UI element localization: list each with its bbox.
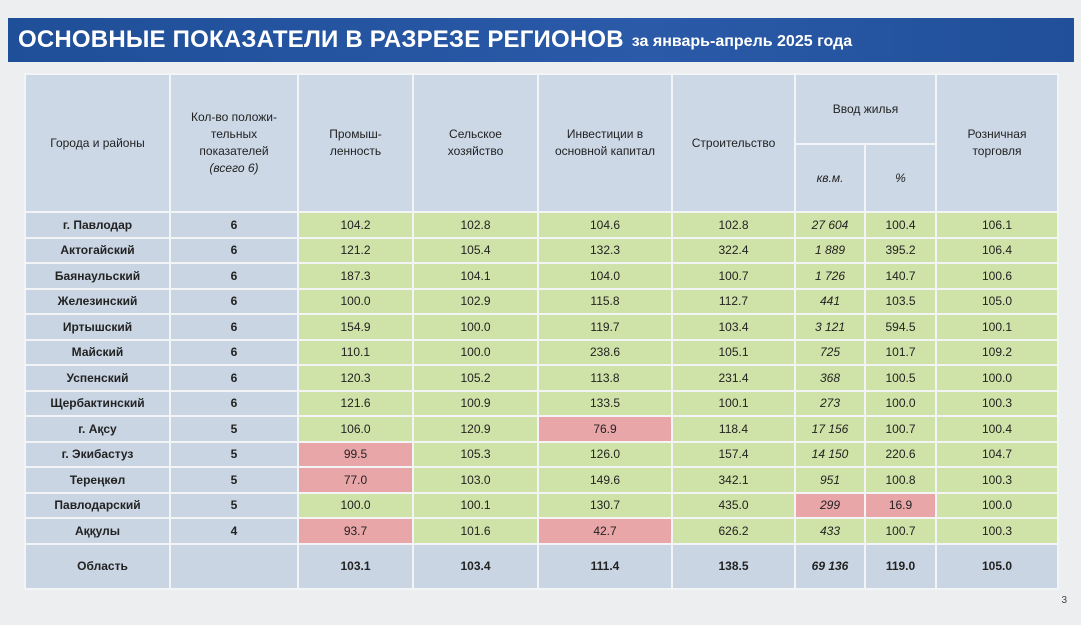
construction-value: 100.7 bbox=[672, 263, 795, 289]
header-count-note: (всего 6) bbox=[209, 161, 259, 175]
total-agriculture: 103.4 bbox=[413, 544, 538, 589]
table-row bbox=[25, 467, 1058, 493]
table-row bbox=[25, 263, 1058, 289]
housing-pct-value: 103.5 bbox=[865, 289, 936, 315]
positive-count: 5 bbox=[170, 467, 298, 493]
total-name: Область bbox=[25, 544, 170, 589]
industry-value: 120.3 bbox=[298, 365, 413, 391]
industry-value: 100.0 bbox=[298, 289, 413, 315]
housing-pct-value: 100.8 bbox=[865, 467, 936, 493]
agriculture-value: 120.9 bbox=[413, 416, 538, 442]
table-row bbox=[25, 493, 1058, 519]
housing-pct-value: 100.0 bbox=[865, 391, 936, 417]
header-investment: Инвестиции в основной капитал bbox=[538, 74, 672, 212]
agriculture-value: 105.4 bbox=[413, 238, 538, 264]
investment-value: 104.6 bbox=[538, 212, 672, 238]
investment-value: 115.8 bbox=[538, 289, 672, 315]
total-housing-pct: 119.0 bbox=[865, 544, 936, 589]
header-industry: Промыш-ленность bbox=[298, 74, 413, 212]
construction-value: 322.4 bbox=[672, 238, 795, 264]
housing-sqm-value: 3 121 bbox=[795, 314, 865, 340]
table-row bbox=[25, 340, 1058, 366]
header-construction: Строительство bbox=[672, 74, 795, 212]
construction-value: 626.2 bbox=[672, 518, 795, 544]
retail-value: 100.3 bbox=[936, 467, 1058, 493]
header-agriculture: Сельское хозяйство bbox=[413, 74, 538, 212]
housing-sqm-value: 368 bbox=[795, 365, 865, 391]
table-row bbox=[25, 442, 1058, 468]
slide-title: ОСНОВНЫЕ ПОКАЗАТЕЛИ В РАЗРЕЗЕ РЕГИОНОВ bbox=[18, 26, 624, 53]
total-investment: 111.4 bbox=[538, 544, 672, 589]
industry-value: 154.9 bbox=[298, 314, 413, 340]
industry-value: 121.6 bbox=[298, 391, 413, 417]
investment-value: 119.7 bbox=[538, 314, 672, 340]
retail-value: 100.3 bbox=[936, 391, 1058, 417]
housing-pct-value: 100.4 bbox=[865, 212, 936, 238]
investment-value: 130.7 bbox=[538, 493, 672, 519]
agriculture-value: 101.6 bbox=[413, 518, 538, 544]
positive-count: 6 bbox=[170, 212, 298, 238]
retail-value: 100.0 bbox=[936, 365, 1058, 391]
retail-value: 106.1 bbox=[936, 212, 1058, 238]
investment-value: 133.5 bbox=[538, 391, 672, 417]
agriculture-value: 104.1 bbox=[413, 263, 538, 289]
housing-sqm-value: 1 889 bbox=[795, 238, 865, 264]
housing-sqm-value: 433 bbox=[795, 518, 865, 544]
positive-count: 6 bbox=[170, 238, 298, 264]
housing-pct-value: 100.5 bbox=[865, 365, 936, 391]
agriculture-value: 100.1 bbox=[413, 493, 538, 519]
construction-value: 100.1 bbox=[672, 391, 795, 417]
table-row bbox=[25, 391, 1058, 417]
housing-sqm-value: 27 604 bbox=[795, 212, 865, 238]
region-name: Майский bbox=[25, 340, 170, 366]
positive-count: 6 bbox=[170, 289, 298, 315]
table-row bbox=[25, 289, 1058, 315]
retail-value: 104.7 bbox=[936, 442, 1058, 468]
construction-value: 118.4 bbox=[672, 416, 795, 442]
retail-value: 105.0 bbox=[936, 289, 1058, 315]
housing-sqm-value: 273 bbox=[795, 391, 865, 417]
region-name: Баянаульский bbox=[25, 263, 170, 289]
positive-count: 6 bbox=[170, 340, 298, 366]
positive-count: 4 bbox=[170, 518, 298, 544]
industry-value: 99.5 bbox=[298, 442, 413, 468]
table-row bbox=[25, 365, 1058, 391]
header-housing: Ввод жилья bbox=[795, 74, 936, 144]
positive-count: 6 bbox=[170, 314, 298, 340]
investment-value: 238.6 bbox=[538, 340, 672, 366]
total-retail: 105.0 bbox=[936, 544, 1058, 589]
construction-value: 112.7 bbox=[672, 289, 795, 315]
industry-value: 100.0 bbox=[298, 493, 413, 519]
region-name: Щербактинский bbox=[25, 391, 170, 417]
agriculture-value: 102.9 bbox=[413, 289, 538, 315]
total-industry: 103.1 bbox=[298, 544, 413, 589]
housing-sqm-value: 1 726 bbox=[795, 263, 865, 289]
retail-value: 100.1 bbox=[936, 314, 1058, 340]
agriculture-value: 100.0 bbox=[413, 340, 538, 366]
retail-value: 100.6 bbox=[936, 263, 1058, 289]
housing-pct-value: 101.7 bbox=[865, 340, 936, 366]
total-housing-sqm: 69 136 bbox=[795, 544, 865, 589]
agriculture-value: 100.0 bbox=[413, 314, 538, 340]
housing-sqm-value: 725 bbox=[795, 340, 865, 366]
positive-count: 6 bbox=[170, 365, 298, 391]
agriculture-value: 102.8 bbox=[413, 212, 538, 238]
housing-pct-value: 100.7 bbox=[865, 416, 936, 442]
construction-value: 105.1 bbox=[672, 340, 795, 366]
title-bar bbox=[8, 18, 1074, 62]
construction-value: 342.1 bbox=[672, 467, 795, 493]
region-name: Успенский bbox=[25, 365, 170, 391]
agriculture-value: 100.9 bbox=[413, 391, 538, 417]
housing-sqm-value: 299 bbox=[795, 493, 865, 519]
table-row bbox=[25, 518, 1058, 544]
positive-count: 5 bbox=[170, 442, 298, 468]
region-name: Тереңкөл bbox=[25, 467, 170, 493]
construction-value: 435.0 bbox=[672, 493, 795, 519]
retail-value: 109.2 bbox=[936, 340, 1058, 366]
industry-value: 106.0 bbox=[298, 416, 413, 442]
industry-value: 187.3 bbox=[298, 263, 413, 289]
housing-sqm-value: 14 150 bbox=[795, 442, 865, 468]
construction-value: 231.4 bbox=[672, 365, 795, 391]
agriculture-value: 103.0 bbox=[413, 467, 538, 493]
investment-value: 104.0 bbox=[538, 263, 672, 289]
region-name: Аққулы bbox=[25, 518, 170, 544]
region-name: г. Ақсу bbox=[25, 416, 170, 442]
investment-value: 42.7 bbox=[538, 518, 672, 544]
table-row bbox=[25, 212, 1058, 238]
retail-value: 106.4 bbox=[936, 238, 1058, 264]
investment-value: 132.3 bbox=[538, 238, 672, 264]
housing-pct-value: 100.7 bbox=[865, 518, 936, 544]
housing-pct-value: 594.5 bbox=[865, 314, 936, 340]
housing-sqm-value: 441 bbox=[795, 289, 865, 315]
header-region: Города и районы bbox=[25, 74, 170, 212]
housing-pct-value: 395.2 bbox=[865, 238, 936, 264]
total-row bbox=[25, 544, 1058, 589]
housing-pct-value: 16.9 bbox=[865, 493, 936, 519]
housing-sqm-value: 17 156 bbox=[795, 416, 865, 442]
retail-value: 100.4 bbox=[936, 416, 1058, 442]
industry-value: 93.7 bbox=[298, 518, 413, 544]
retail-value: 100.0 bbox=[936, 493, 1058, 519]
investment-value: 76.9 bbox=[538, 416, 672, 442]
header-retail: Розничная торговля bbox=[936, 74, 1058, 212]
housing-pct-value: 220.6 bbox=[865, 442, 936, 468]
retail-value: 100.3 bbox=[936, 518, 1058, 544]
total-count bbox=[170, 544, 298, 589]
industry-value: 110.1 bbox=[298, 340, 413, 366]
page-number: 3 bbox=[1061, 595, 1067, 606]
header-housing-pct: % bbox=[865, 144, 936, 212]
agriculture-value: 105.2 bbox=[413, 365, 538, 391]
region-name: г. Экибастуз bbox=[25, 442, 170, 468]
investment-value: 149.6 bbox=[538, 467, 672, 493]
industry-value: 104.2 bbox=[298, 212, 413, 238]
regions-table bbox=[24, 73, 1059, 590]
positive-count: 5 bbox=[170, 493, 298, 519]
region-name: Актогайский bbox=[25, 238, 170, 264]
region-name: Железинский bbox=[25, 289, 170, 315]
industry-value: 77.0 bbox=[298, 467, 413, 493]
table-row bbox=[25, 238, 1058, 264]
housing-sqm-value: 951 bbox=[795, 467, 865, 493]
construction-value: 102.8 bbox=[672, 212, 795, 238]
positive-count: 5 bbox=[170, 416, 298, 442]
table-row bbox=[25, 314, 1058, 340]
header-count: Кол-во положи-тельных показателей (всего 6) bbox=[170, 74, 298, 212]
region-name: г. Павлодар bbox=[25, 212, 170, 238]
slide-subtitle: за январь-апрель 2025 года bbox=[631, 33, 853, 50]
positive-count: 6 bbox=[170, 263, 298, 289]
investment-value: 113.8 bbox=[538, 365, 672, 391]
housing-pct-value: 140.7 bbox=[865, 263, 936, 289]
investment-value: 126.0 bbox=[538, 442, 672, 468]
region-name: Павлодарский bbox=[25, 493, 170, 519]
total-construction: 138.5 bbox=[672, 544, 795, 589]
agriculture-value: 105.3 bbox=[413, 442, 538, 468]
positive-count: 6 bbox=[170, 391, 298, 417]
construction-value: 103.4 bbox=[672, 314, 795, 340]
table-row bbox=[25, 416, 1058, 442]
construction-value: 157.4 bbox=[672, 442, 795, 468]
header-housing-sqm: кв.м. bbox=[795, 144, 865, 212]
industry-value: 121.2 bbox=[298, 238, 413, 264]
region-name: Иртышский bbox=[25, 314, 170, 340]
